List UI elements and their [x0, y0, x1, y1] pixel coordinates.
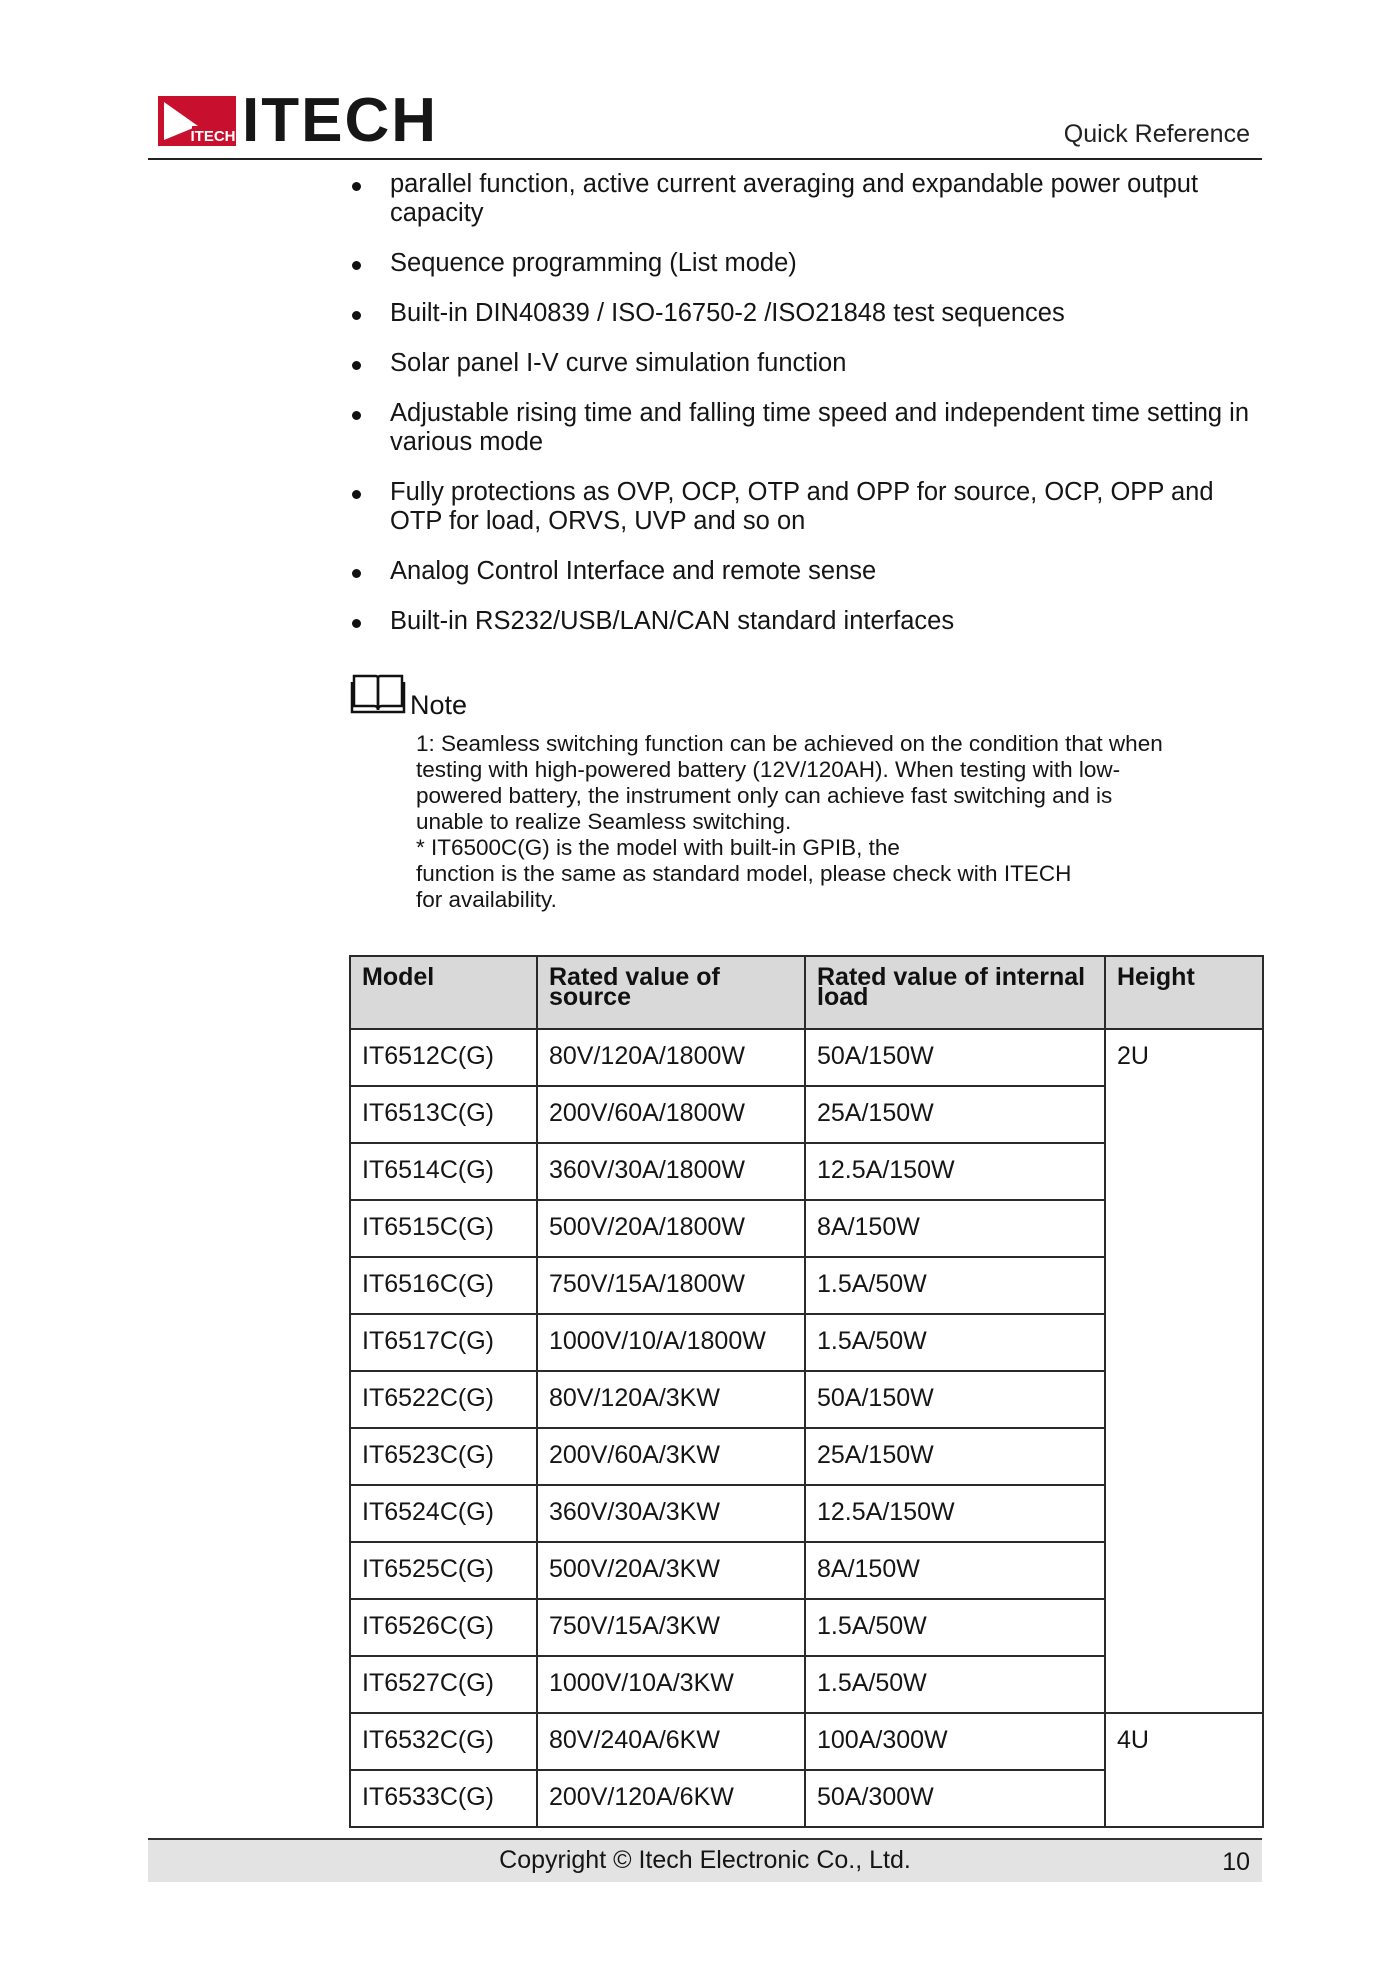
- list-item: parallel function, active current averaging and expandable power output capacity: [348, 170, 1268, 228]
- cell-source: 200V/60A/3KW: [537, 1428, 805, 1485]
- bullet-icon: [352, 490, 361, 499]
- column-header-load: Rated value of internal load: [805, 956, 1105, 1029]
- cell-load: 1.5A/50W: [805, 1314, 1105, 1371]
- list-item: Fully protections as OVP, OCP, OTP and OPP for source, OCP, OPP and OTP for load, ORVS, UVP and so on: [348, 478, 1268, 536]
- column-header-source: Rated value of source: [537, 956, 805, 1029]
- cell-load: 1.5A/50W: [805, 1257, 1105, 1314]
- logo-mark-icon: [158, 96, 236, 146]
- cell-load: 25A/150W: [805, 1086, 1105, 1143]
- cell-load: 1.5A/50W: [805, 1599, 1105, 1656]
- cell-source: 360V/30A/1800W: [537, 1143, 805, 1200]
- bullet-icon: [352, 569, 361, 578]
- cell-source: 80V/120A/1800W: [537, 1029, 805, 1086]
- cell-source: 200V/120A/6KW: [537, 1770, 805, 1827]
- cell-load: 100A/300W: [805, 1713, 1105, 1770]
- cell-source: 360V/30A/3KW: [537, 1485, 805, 1542]
- cell-model: IT6525C(G): [350, 1542, 537, 1599]
- note-line: for availability.: [416, 887, 557, 912]
- column-header-model: Model: [350, 956, 537, 1029]
- bullet-icon: [352, 182, 361, 191]
- note-line: unable to realize Seamless switching.: [416, 809, 792, 834]
- list-item: Solar panel I-V curve simulation function: [348, 349, 1268, 378]
- logo-wordmark: ITECH: [242, 86, 438, 155]
- bullet-icon: [352, 411, 361, 420]
- cell-model: IT6524C(G): [350, 1485, 537, 1542]
- cell-model: IT6533C(G): [350, 1770, 537, 1827]
- cell-load: 12.5A/150W: [805, 1143, 1105, 1200]
- list-item: Adjustable rising time and falling time speed and independent time setting in various mode: [348, 399, 1268, 457]
- feature-list: [348, 170, 1268, 657]
- cell-load: 50A/150W: [805, 1029, 1105, 1086]
- note-line: testing with high-powered battery (12V/120AH). When testing with low-: [416, 757, 1121, 782]
- cell-model: IT6514C(G): [350, 1143, 537, 1200]
- note-line: function is the same as standard model, please check with ITECH: [416, 861, 1072, 886]
- cell-source: 200V/60A/1800W: [537, 1086, 805, 1143]
- cell-model: IT6515C(G): [350, 1200, 537, 1257]
- cell-model: IT6512C(G): [350, 1029, 537, 1086]
- cell-load: 50A/300W: [805, 1770, 1105, 1827]
- copyright-text: Copyright © Itech Electronic Co., Ltd.: [499, 1846, 911, 1874]
- cell-model: IT6513C(G): [350, 1086, 537, 1143]
- cell-load: 12.5A/150W: [805, 1485, 1105, 1542]
- column-header-height: Height: [1105, 956, 1263, 1029]
- cell-source: 1000V/10A/3KW: [537, 1656, 805, 1713]
- cell-model: IT6526C(G): [350, 1599, 537, 1656]
- note-header: [350, 672, 1230, 719]
- cell-model: IT6516C(G): [350, 1257, 537, 1314]
- cell-model: IT6527C(G): [350, 1656, 537, 1713]
- cell-source: 500V/20A/3KW: [537, 1542, 805, 1599]
- page-header: [148, 86, 1262, 160]
- list-item: Sequence programming (List mode): [348, 249, 1268, 278]
- cell-model: IT6532C(G): [350, 1713, 537, 1770]
- list-item: Analog Control Interface and remote sense: [348, 557, 1268, 586]
- cell-source: 500V/20A/1800W: [537, 1200, 805, 1257]
- cell-model: IT6522C(G): [350, 1371, 537, 1428]
- page-number: 10: [1222, 1848, 1250, 1876]
- cell-model: IT6523C(G): [350, 1428, 537, 1485]
- cell-source: 750V/15A/1800W: [537, 1257, 805, 1314]
- book-icon: [350, 672, 406, 719]
- cell-load: 50A/150W: [805, 1371, 1105, 1428]
- table-header-row: [350, 956, 1263, 1029]
- cell-source: 1000V/10/A/1800W: [537, 1314, 805, 1371]
- cell-source: 750V/15A/3KW: [537, 1599, 805, 1656]
- model-spec-table: [349, 955, 1264, 1828]
- cell-load: 1.5A/50W: [805, 1656, 1105, 1713]
- cell-height: 4U: [1105, 1713, 1263, 1827]
- cell-load: 25A/150W: [805, 1428, 1105, 1485]
- note-box: [350, 672, 1230, 913]
- list-item: Built-in DIN40839 / ISO-16750-2 /ISO21848 test sequences: [348, 299, 1268, 328]
- note-line: * IT6500C(G) is the model with built-in GPIB, the: [416, 835, 900, 860]
- cell-source: 80V/240A/6KW: [537, 1713, 805, 1770]
- cell-height: 2U: [1105, 1029, 1263, 1713]
- table-row: [350, 1713, 1263, 1770]
- list-item: Built-in RS232/USB/LAN/CAN standard interfaces: [348, 607, 1268, 636]
- svg-text:ITECH: ITECH: [190, 128, 236, 145]
- cell-load: 8A/150W: [805, 1542, 1105, 1599]
- cell-source: 80V/120A/3KW: [537, 1371, 805, 1428]
- section-title: Quick Reference: [1063, 120, 1250, 148]
- note-title: Note: [410, 690, 468, 720]
- note-line: powered battery, the instrument only can achieve fast switching and is: [416, 783, 1113, 808]
- bullet-icon: [352, 361, 361, 370]
- table-row: [350, 1029, 1263, 1086]
- bullet-icon: [352, 311, 361, 320]
- cell-load: 8A/150W: [805, 1200, 1105, 1257]
- page-footer: [148, 1838, 1262, 1882]
- note-body: [416, 731, 1230, 913]
- bullet-icon: [352, 261, 361, 270]
- bullet-icon: [352, 619, 361, 628]
- company-logo: [158, 86, 438, 155]
- note-line: 1: Seamless switching function can be achieved on the condition that when: [416, 731, 1163, 756]
- cell-model: IT6517C(G): [350, 1314, 537, 1371]
